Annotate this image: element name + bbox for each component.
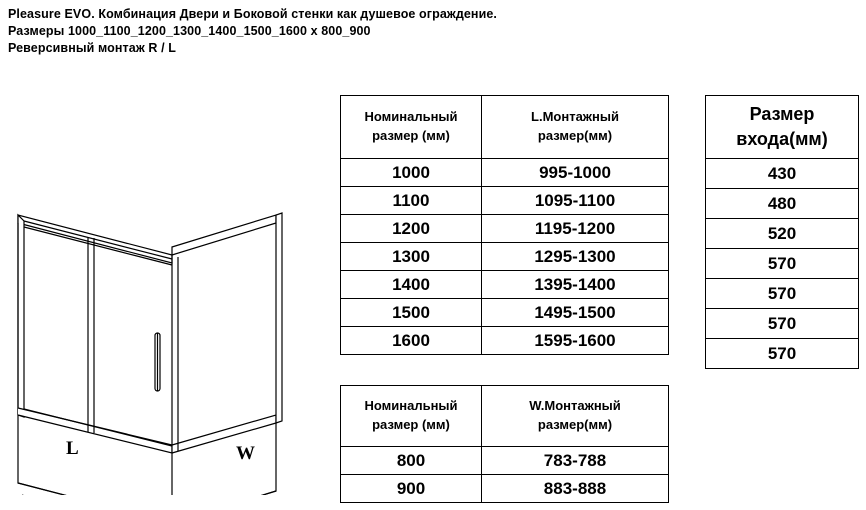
cell-nominal: 800 [341,447,482,475]
table-row [341,447,669,475]
table-row [341,243,669,271]
header-line-1: Pleasure EVO. Комбинация Двери и Боковой стенки как душевое ограждение. [8,7,497,21]
table-header-row [341,386,669,447]
cell-install: 883-888 [482,475,669,503]
table-entrance-size [705,95,859,369]
cell-entrance: 520 [706,219,859,249]
cell-entrance: 570 [706,339,859,369]
table-length-dimensions [340,95,669,355]
cell-entrance: 570 [706,309,859,339]
cell-install: 995-1000 [482,159,669,187]
shower-enclosure-diagram [0,95,320,495]
header-line-3: Реверсивный монтаж R / L [8,40,176,55]
table-width-dimensions [340,385,669,503]
header-install-size [482,96,669,159]
table-row [706,279,859,309]
cell-install: 1295-1300 [482,243,669,271]
cell-entrance: 570 [706,279,859,309]
header-install-line2: размер(мм) [537,417,613,432]
table-row [341,187,669,215]
cell-nominal: 1400 [341,271,482,299]
table-header-row [341,96,669,159]
table-row [341,299,669,327]
cell-nominal: 900 [341,475,482,503]
cell-entrance: 480 [706,189,859,219]
cell-entrance: 430 [706,159,859,189]
header-nominal-line2: размер (мм) [372,417,450,432]
header-nominal-size [341,96,482,159]
header-install-line1: W.Монтажный [529,398,621,414]
header-install-size [482,386,669,447]
table-row [706,249,859,279]
table-row [706,189,859,219]
table-row [341,475,669,503]
cell-install: 783-788 [482,447,669,475]
cell-nominal: 1000 [341,159,482,187]
cell-install: 1095-1100 [482,187,669,215]
header-install-line2: размер(мм) [537,128,613,143]
table-row [341,271,669,299]
header-nominal-line2: размер (мм) [372,128,450,143]
header-nominal-line1: Номинальный [364,109,458,125]
table-row [706,159,859,189]
dimension-label-l: L [66,438,79,459]
enclosure-drawing [0,95,320,495]
header-entrance-line2: входа(мм) [736,129,828,149]
cell-install: 1395-1400 [482,271,669,299]
cell-nominal: 1200 [341,215,482,243]
cell-install: 1595-1600 [482,327,669,355]
table-row [706,219,859,249]
table-header-row [706,96,859,159]
table-row [341,159,669,187]
cell-nominal: 1600 [341,327,482,355]
cell-nominal: 1500 [341,299,482,327]
header-nominal-size [341,386,482,447]
header-install-line1: L.Монтажный [531,109,619,125]
header-entrance-line1: Размер [749,103,815,124]
header-entrance-size [706,96,859,159]
document-header [8,6,497,57]
table-row [706,339,859,369]
cell-entrance: 570 [706,249,859,279]
table-row [706,309,859,339]
cell-nominal: 1100 [341,187,482,215]
cell-nominal: 1300 [341,243,482,271]
cell-install: 1495-1500 [482,299,669,327]
header-line-2: Размеры 1000_1100_1200_1300_1400_1500_1600 x 800_900 [8,23,371,38]
table-row [341,215,669,243]
table-row [341,327,669,355]
dimension-label-w: W [236,443,255,464]
header-nominal-line1: Номинальный [364,398,458,414]
cell-install: 1195-1200 [482,215,669,243]
